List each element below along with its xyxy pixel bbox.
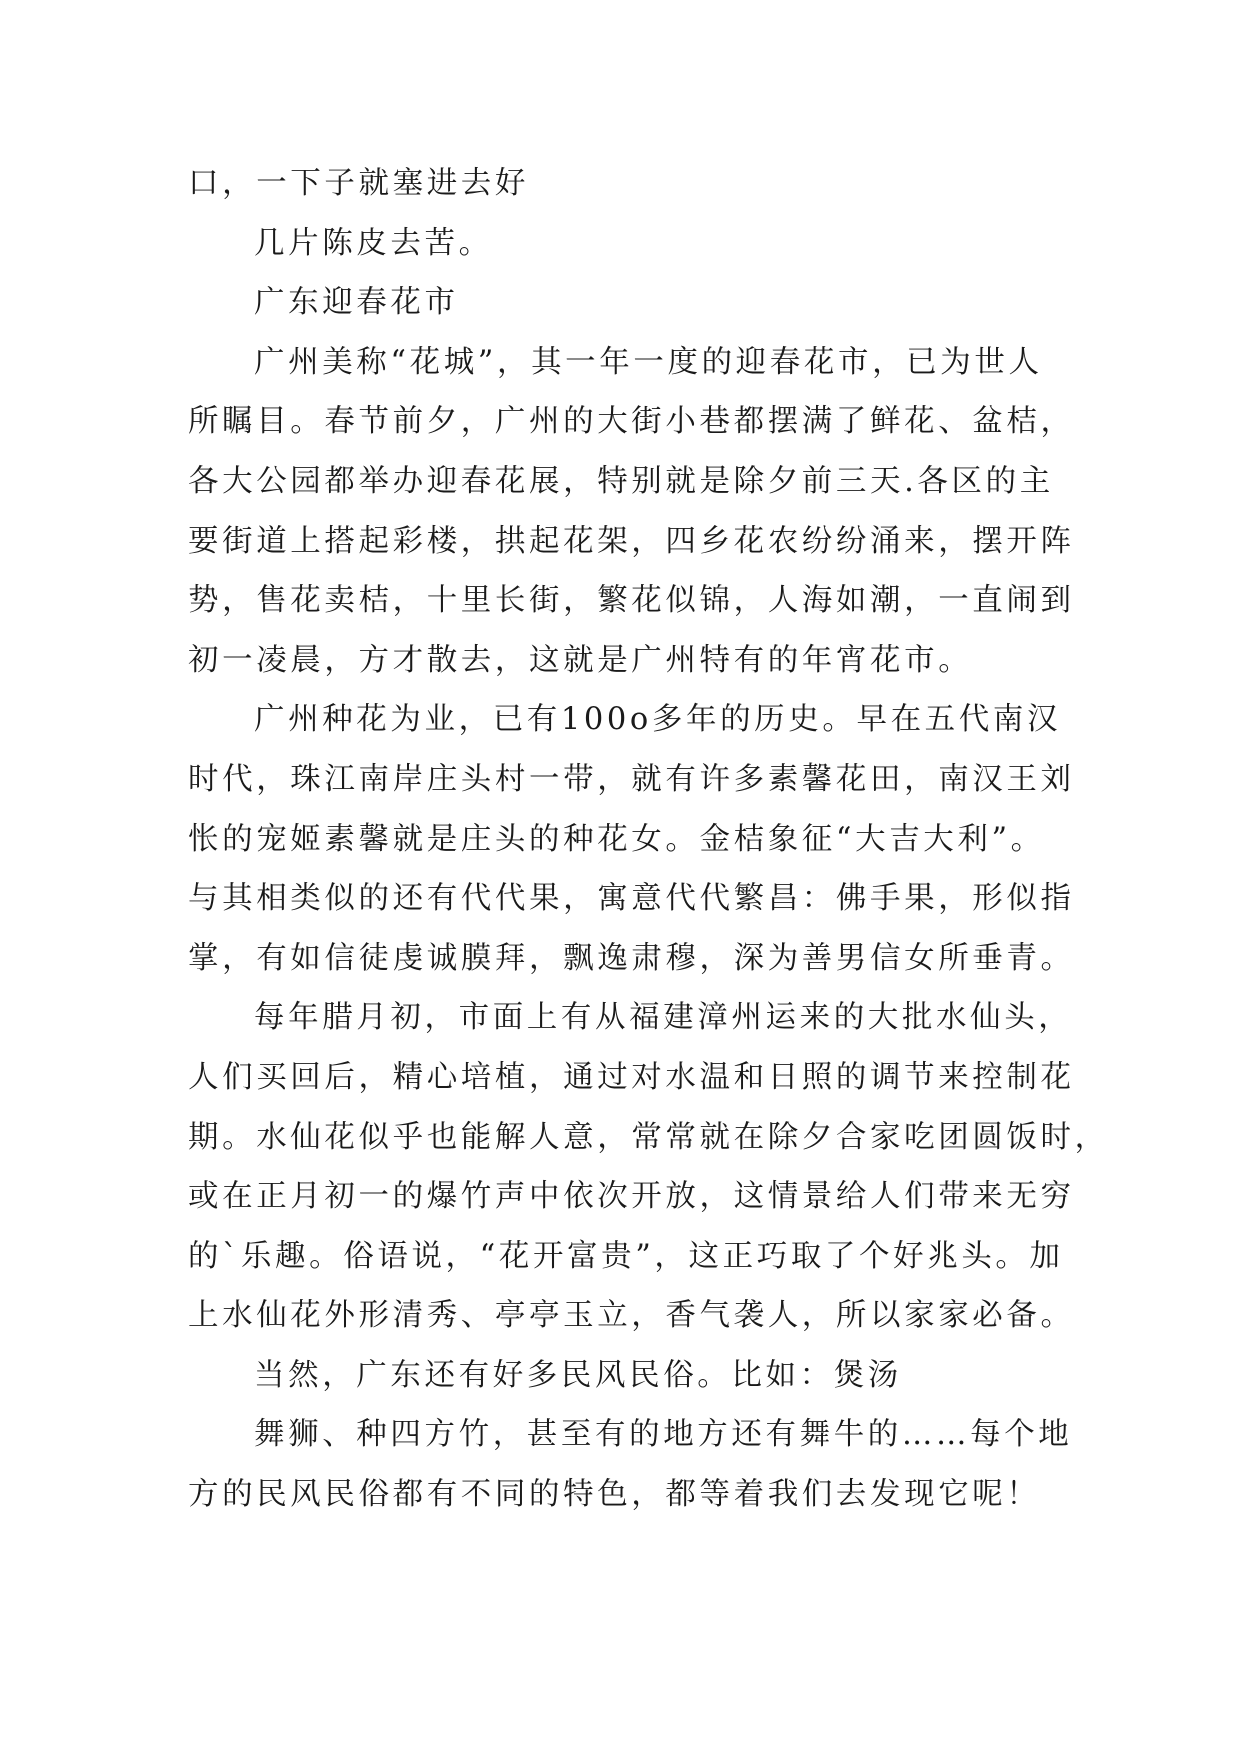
text-line: 每年腊月初，市面上有从福建漳州运来的大批水仙头， [254,1000,1073,1036]
text-line: 所瞩目。春节前夕，广州的大街小巷都摆满了鲜花、盆桔， [188,404,1075,440]
text-line: 人们买回后，精心培植，通过对水温和日照的调节来控制花 [188,1059,1075,1095]
text-line: 掌，有如信徒虔诚膜拜，飘逸肃穆，深为善男信女所垂青。 [188,940,1075,976]
text-line: 时代，珠江南岸庄头村一带，就有许多素馨花田，南汉王刘 [188,761,1075,797]
text-line: 与其相类似的还有代代果，寓意代代繁昌：佛手果，形似指 [188,881,1075,917]
text-line: 初一凌晨，方才散去，这就是广州特有的年宵花市。 [188,642,973,678]
document-body [188,154,1109,1525]
text-line: 广州美称“花城”，其一年一度的迎春花市，已为世人 [254,344,1043,380]
section-heading: 广东迎春花市 [254,285,459,321]
text-line: 几片陈皮去苦。 [254,225,493,261]
text-line: 怅的宠姬素馨就是庄头的种花女。金桔象征“大吉大利”。 [188,821,1045,857]
text-line: 方的民风民俗都有不同的特色，都等着我们去发现它呢！ [188,1477,1041,1513]
text-line: 的`乐趣。俗语说，“花开富贵”，这正巧取了个好兆头。加 [188,1238,1064,1274]
text-line: 势，售花卖桔，十里长街，繁花似锦，人海如潮，一直闹到 [188,583,1075,619]
text-line: 口，一下子就塞进去好 [188,166,529,201]
text-line: 上水仙花外形清秀、亭亭玉立，香气袭人，所以家家必备。 [188,1298,1075,1334]
text-line: 广州种花为业，已有100o多年的历史。早在五代南汉 [254,702,1062,738]
text-line: 各大公园都举办迎春花展，特别就是除夕前三天.各区的主 [188,463,1054,499]
text-line: 当然，广东还有好多民风民俗。比如：煲汤 [254,1357,902,1393]
text-line: 或在正月初一的爆竹声中依次开放，这情景给人们带来无穷 [188,1179,1075,1215]
text-line: 舞狮、种四方竹，甚至有的地方还有舞牛的……每个地 [254,1417,1073,1453]
text-line: 期。水仙花似乎也能解人意，常常就在除夕合家吃团圆饭时， [188,1119,1109,1155]
text-line: 要街道上搭起彩楼，拱起花架，四乡花农纷纷涌来，摆开阵 [188,523,1075,559]
